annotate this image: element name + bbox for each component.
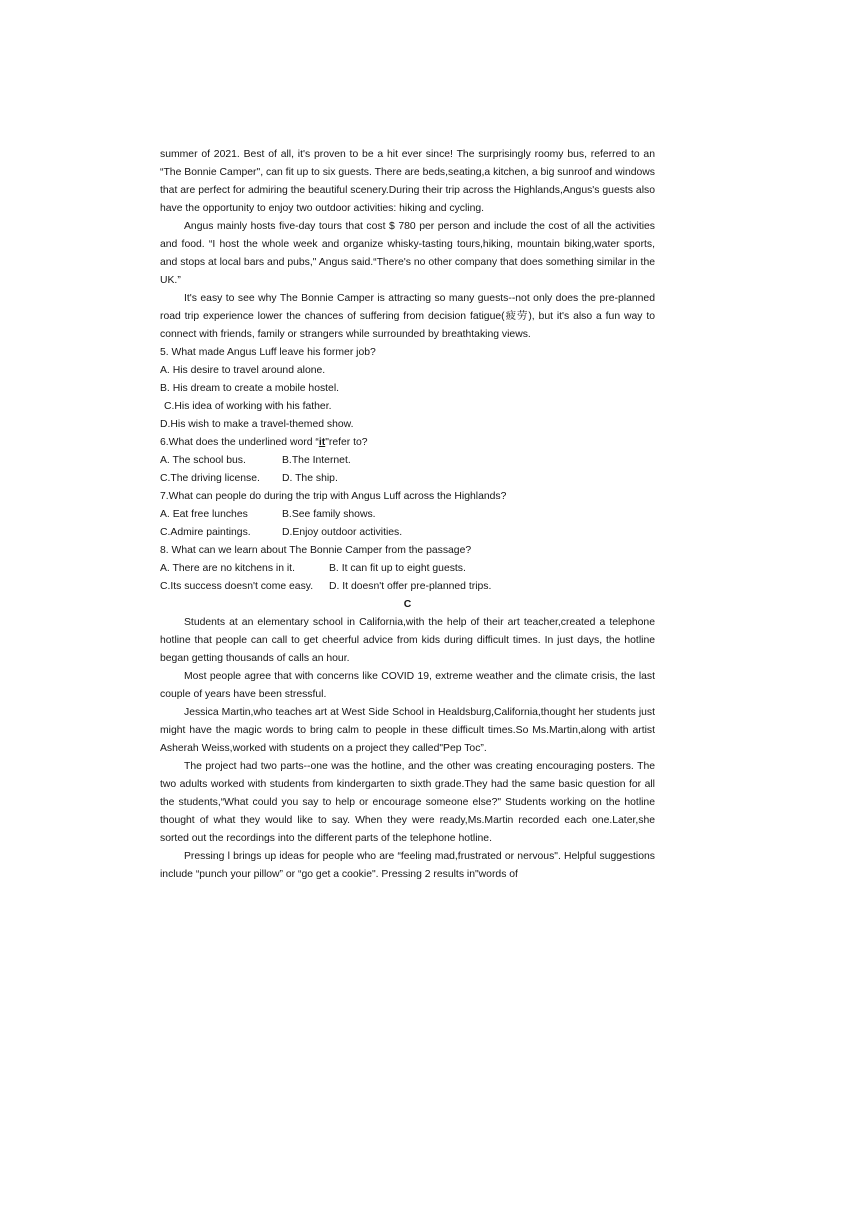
question-8-stem: 8. What can we learn about The Bonnie Camper from the passage?: [160, 545, 472, 556]
passage-c-paragraph-4: The project had two parts--one was the hotline, and the other was creating encouraging posters. The two adults worked with students from kindergarten to sixth grade.They had the same basic question for all the students,“What could you say to help or encourage someone else?" Students working on the hotline thought of what they would like to say. When they were ready,Ms.Martin recorded each one.Later,she sorted out the recordings into the different parts of the telephone hotline.: [160, 761, 655, 844]
question-5-option-d: D.His wish to make a travel-themed show.: [160, 419, 354, 430]
question-6-options-row-2: [160, 470, 655, 488]
passage-c-paragraph-1: Students at an elementary school in California,with the help of their art teacher,created a telephone hotline that people can call to get cheerful advice from kids during difficult times. In just days, the hotline began getting thousands of calls an hour.: [160, 617, 655, 664]
passage-c-paragraph-3: Jessica Martin,who teaches art at West Side School in Healdsburg,California,thought her students just might have the magic words to bring calm to people in these difficult times.So Ms.Martin,along with artist Asherah Weiss,worked with students on a project they called"Pep Toc”.: [160, 707, 655, 754]
question-8-option-c: C.Its success doesn't come easy.: [160, 581, 314, 592]
question-7-options-row-1: [160, 506, 655, 524]
question-5-stem: 5. What made Angus Luff leave his former job?: [160, 347, 376, 358]
question-7-option-d: D.Enjoy outdoor activities.: [282, 527, 403, 538]
question-6-option-d: D. The ship.: [282, 473, 338, 484]
question-7-option-a: A. Eat free lunches: [160, 509, 248, 520]
question-5: [160, 344, 655, 434]
question-7-option-c: C.Admire paintings.: [160, 527, 251, 538]
passage-b-paragraph-2: Angus mainly hosts five-day tours that cost $ 780 per person and include the cost of all the activities and food. “I host the whole week and organize whisky-tasting tours,hiking, mountain biking,water sports, and stops at local bars and pubs," Angus said.“There's no other company that does something similar in the UK.”: [160, 221, 655, 286]
question-8-option-b: B. It can fit up to eight guests.: [329, 563, 466, 574]
document-page: [160, 146, 655, 884]
underlined-word: it: [318, 437, 326, 448]
question-5-option-b: B. His dream to create a mobile hostel.: [160, 383, 340, 394]
question-6-option-a: A. The school bus.: [160, 455, 246, 466]
passage-c-paragraph-5: Pressing l brings up ideas for people who are “feeling mad,frustrated or nervous". Helpful suggestions include “punch your pillow” or “go get a cookie". Pressing 2 results in"words of: [160, 851, 655, 880]
passage-c-heading: C: [403, 599, 412, 610]
question-7-options-row-2: [160, 524, 655, 542]
question-8: [160, 542, 655, 596]
question-6: [160, 434, 655, 488]
question-7-option-b: B.See family shows.: [282, 509, 376, 520]
question-7-stem: 7.What can people do during the trip with Angus Luff across the Highlands?: [160, 491, 507, 502]
question-8-option-a: A. There are no kitchens in it.: [160, 563, 295, 574]
passage-b-paragraph-3: It's easy to see why The Bonnie Camper is attracting so many guests--not only does the pre-planned road trip experience lower the chances of suffering from decision fatigue(疲劳), but it's also a fun way to connect with friends, family or strangers while surrounded by breathtaking views.: [160, 293, 655, 340]
question-6-option-b: B.The Internet.: [282, 455, 351, 466]
question-6-stem: [160, 434, 655, 452]
question-8-options-row-1: [160, 560, 655, 578]
question-7: [160, 488, 655, 542]
question-6-stem-end: "refer to?: [325, 437, 368, 448]
question-8-options-row-2: [160, 578, 655, 596]
question-6-options-row-1: [160, 452, 655, 470]
passage-c-paragraph-2: Most people agree that with concerns like COVID 19, extreme weather and the climate crisis, the last couple of years have been stressful.: [160, 671, 655, 700]
passage-b-paragraph-1: summer of 2021. Best of all, it's proven to be a hit ever since! The surprisingly roomy bus, referred to an “The Bonnie Camper", can fit up to six guests. There are beds,seating,a kitchen, a big sunroof and windows that are perfect for admiring the beautiful scenery.During their trip across the Highlands,Angus's guests also have the opportunity to enjoy two outdoor activities: hiking and cycling.: [160, 149, 655, 214]
question-6-stem-start: 6.What does the underlined word “: [160, 437, 319, 448]
question-5-option-a: A. His desire to travel around alone.: [160, 365, 326, 376]
question-8-option-d: D. It doesn't offer pre-planned trips.: [329, 581, 492, 592]
question-6-option-c: C.The driving license.: [160, 473, 260, 484]
question-5-option-c: C.His idea of working with his father.: [164, 401, 332, 412]
